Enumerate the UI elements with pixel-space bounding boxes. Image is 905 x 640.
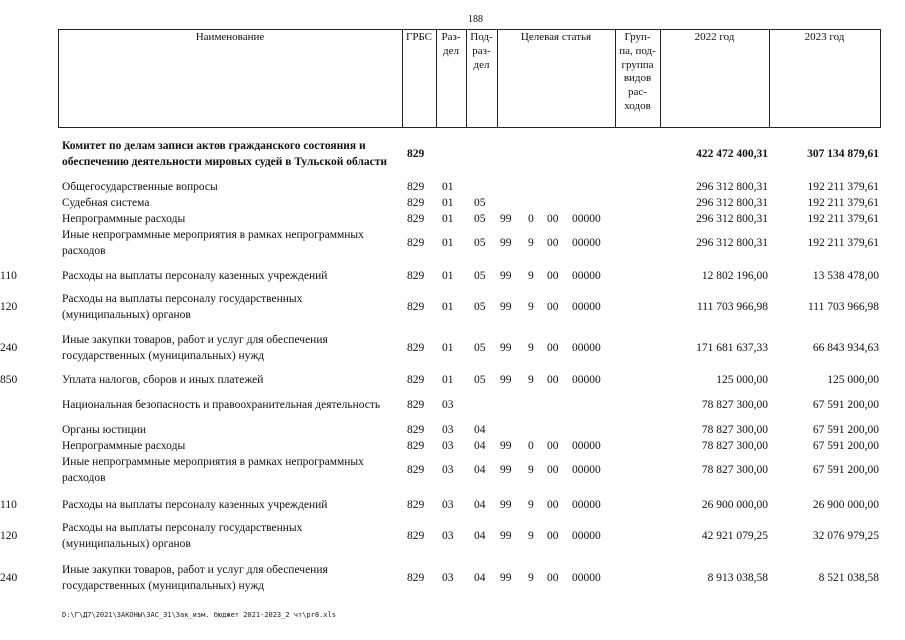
cell-cs3: 00 bbox=[547, 301, 559, 313]
cell-cs2 bbox=[528, 179, 540, 195]
cell-cs1: 99 bbox=[500, 374, 512, 386]
header-razdel: Раз- дел bbox=[441, 31, 461, 57]
cell-y2022: 78 827 300,00 bbox=[701, 464, 768, 476]
cell-cs3 bbox=[547, 195, 567, 211]
cell-y2023: 307 134 879,61 bbox=[807, 148, 879, 160]
cell-y2022: 78 827 300,00 bbox=[701, 440, 768, 452]
table-row bbox=[0, 389, 905, 421]
cell-y2023: 66 843 934,63 bbox=[812, 342, 879, 354]
cell-podrazdel: 04 bbox=[474, 440, 486, 452]
cell-y2023: 67 591 200,00 bbox=[812, 424, 879, 436]
cell-name: Иные непрограммные мероприятия в рамках непрограммных расходов bbox=[62, 456, 364, 484]
cell-cs1: 99 bbox=[500, 301, 512, 313]
cell-razdel bbox=[442, 130, 466, 178]
cell-group: 240 bbox=[0, 342, 18, 354]
cell-cs2: 9 bbox=[528, 270, 534, 282]
cell-grbs: 829 bbox=[407, 424, 425, 436]
cell-cs2: 0 bbox=[528, 440, 534, 452]
cell-grbs: 829 bbox=[407, 572, 425, 584]
cell-y2023: 192 211 379,61 bbox=[807, 197, 879, 209]
cell-y2023: 192 211 379,61 bbox=[807, 181, 879, 193]
cell-razdel: 01 bbox=[442, 197, 454, 209]
cell-podrazdel bbox=[474, 389, 500, 421]
cell-cs2: 9 bbox=[528, 374, 534, 386]
cell-cs1 bbox=[500, 389, 520, 421]
cell-grbs: 829 bbox=[407, 181, 425, 193]
cell-name: Непрограммные расходы bbox=[62, 440, 186, 452]
table-row bbox=[0, 195, 905, 211]
cell-y2023: 67 591 200,00 bbox=[812, 399, 879, 411]
cell-group: 110 bbox=[0, 270, 17, 282]
cell-razdel: 03 bbox=[442, 572, 454, 584]
cell-name: Общегосударственные вопросы bbox=[62, 181, 218, 193]
cell-cs2: 9 bbox=[528, 464, 534, 476]
cell-y2023: 125 000,00 bbox=[827, 374, 879, 386]
cell-cs1: 99 bbox=[500, 342, 512, 354]
cell-cs4: 00000 bbox=[572, 499, 601, 511]
cell-razdel: 01 bbox=[442, 270, 454, 282]
cell-grbs: 829 bbox=[407, 499, 425, 511]
cell-cs4: 00000 bbox=[572, 342, 601, 354]
cell-cs4: 00000 bbox=[572, 213, 601, 225]
cell-razdel: 01 bbox=[442, 181, 454, 193]
header-year-2023: 2023 год bbox=[804, 31, 845, 43]
cell-razdel: 01 bbox=[442, 342, 454, 354]
cell-cs3 bbox=[547, 130, 567, 178]
page-number: 188 bbox=[468, 14, 483, 25]
cell-cs3: 00 bbox=[547, 572, 559, 584]
cell-cs1: 99 bbox=[500, 440, 512, 452]
cell-razdel: 03 bbox=[442, 464, 454, 476]
table-row bbox=[0, 332, 905, 364]
cell-name: Органы юстиции bbox=[62, 424, 146, 436]
cell-razdel: 01 bbox=[442, 374, 454, 386]
cell-cs4 bbox=[572, 389, 612, 421]
cell-grbs: 829 bbox=[407, 342, 425, 354]
cell-razdel: 03 bbox=[442, 499, 454, 511]
cell-podrazdel: 05 bbox=[474, 237, 486, 249]
cell-grbs: 829 bbox=[407, 301, 425, 313]
header-podrazdel: Под- раз- дел bbox=[470, 31, 493, 71]
cell-y2023: 8 521 038,58 bbox=[818, 572, 879, 584]
cell-cs2: 9 bbox=[528, 342, 534, 354]
table-row bbox=[0, 179, 905, 195]
cell-cs2: 9 bbox=[528, 530, 534, 542]
cell-cs4: 00000 bbox=[572, 270, 601, 282]
cell-y2023: 67 591 200,00 bbox=[812, 440, 879, 452]
cell-podrazdel: 04 bbox=[474, 424, 486, 436]
file-path-footer: D:\Г\Д7\2021\ЗАКОНЫ\ЗАС_31\Зак_изм. бюджет 2021-2023_2 чт\pr8.xls bbox=[62, 611, 336, 619]
cell-razdel: 01 bbox=[442, 237, 454, 249]
cell-y2022: 8 913 038,58 bbox=[707, 572, 768, 584]
cell-podrazdel: 04 bbox=[474, 464, 486, 476]
table-row bbox=[0, 561, 905, 595]
cell-cs3 bbox=[547, 389, 567, 421]
cell-grbs: 829 bbox=[407, 399, 425, 411]
table-row bbox=[0, 291, 905, 323]
cell-cs2 bbox=[528, 389, 540, 421]
cell-name: Судебная система bbox=[62, 197, 150, 209]
cell-y2022: 26 900 000,00 bbox=[701, 499, 768, 511]
cell-cs3 bbox=[547, 179, 567, 195]
cell-grbs: 829 bbox=[407, 374, 425, 386]
table-row bbox=[0, 260, 905, 292]
cell-cs2: 9 bbox=[528, 499, 534, 511]
cell-name: Иные закупки товаров, работ и услуг для обеспечения государственных (муниципальных) нужд bbox=[62, 334, 328, 362]
cell-razdel: 01 bbox=[442, 213, 454, 225]
cell-name: Уплата налогов, сборов и иных платежей bbox=[62, 374, 264, 386]
table-row bbox=[0, 520, 905, 552]
cell-group: 120 bbox=[0, 530, 18, 542]
cell-y2022: 422 472 400,31 bbox=[696, 148, 768, 160]
table-row bbox=[0, 454, 905, 486]
cell-y2023: 192 211 379,61 bbox=[807, 213, 879, 225]
cell-cs4: 00000 bbox=[572, 237, 601, 249]
cell-razdel: 01 bbox=[442, 301, 454, 313]
cell-cs1: 99 bbox=[500, 237, 512, 249]
cell-cs3: 00 bbox=[547, 499, 559, 511]
cell-name: Расходы на выплаты персоналу государственных (муниципальных) органов bbox=[62, 522, 303, 550]
cell-cs2: 9 bbox=[528, 301, 534, 313]
cell-y2022: 78 827 300,00 bbox=[701, 424, 768, 436]
cell-y2023: 26 900 000,00 bbox=[812, 499, 879, 511]
header-grbs: ГРБС bbox=[405, 31, 433, 43]
cell-grbs: 829 bbox=[407, 270, 425, 282]
table-row bbox=[0, 422, 905, 438]
cell-cs3: 00 bbox=[547, 237, 559, 249]
cell-cs3: 00 bbox=[547, 213, 559, 225]
cell-cs2 bbox=[528, 195, 540, 211]
cell-cs4: 00000 bbox=[572, 440, 601, 452]
cell-cs1: 99 bbox=[500, 270, 512, 282]
cell-y2023: 111 703 966,98 bbox=[807, 301, 879, 313]
cell-cs4: 00000 bbox=[572, 374, 601, 386]
cell-name: Непрограммные расходы bbox=[62, 213, 186, 225]
cell-group: 850 bbox=[0, 374, 18, 386]
cell-cs3: 00 bbox=[547, 342, 559, 354]
cell-y2022: 296 312 800,31 bbox=[696, 213, 768, 225]
cell-cs3: 00 bbox=[547, 530, 559, 542]
table-row bbox=[0, 211, 905, 227]
cell-y2022: 42 921 079,25 bbox=[701, 530, 768, 542]
cell-y2022: 171 681 637,33 bbox=[696, 342, 768, 354]
cell-cs1: 99 bbox=[500, 213, 512, 225]
cell-cs2: 0 bbox=[528, 213, 534, 225]
cell-cs1: 99 bbox=[500, 572, 512, 584]
table-row bbox=[0, 438, 905, 454]
cell-cs3: 00 bbox=[547, 440, 559, 452]
cell-podrazdel bbox=[474, 179, 500, 195]
cell-name: Национальная безопасность и правоохранительная деятельность bbox=[62, 399, 381, 411]
cell-cs1 bbox=[500, 422, 520, 438]
cell-podrazdel: 04 bbox=[474, 499, 486, 511]
cell-y2022: 296 312 800,31 bbox=[696, 237, 768, 249]
cell-group: 110 bbox=[0, 499, 17, 511]
cell-y2022: 296 312 800,31 bbox=[696, 181, 768, 193]
cell-cs1: 99 bbox=[500, 499, 512, 511]
cell-cs2 bbox=[528, 130, 540, 178]
cell-group: 120 bbox=[0, 301, 18, 313]
cell-cs3: 00 bbox=[547, 464, 559, 476]
header-target-article: Целевая статья bbox=[520, 31, 592, 43]
cell-razdel: 03 bbox=[442, 440, 454, 452]
cell-name: Иные непрограммные мероприятия в рамках непрограммных расходов bbox=[62, 229, 364, 257]
cell-grbs: 829 bbox=[407, 464, 425, 476]
header-expense-group: Груп- па, под- группа видов рас- ходов bbox=[619, 31, 656, 112]
cell-razdel: 03 bbox=[442, 424, 454, 436]
cell-cs1 bbox=[500, 130, 520, 178]
table-row bbox=[0, 130, 905, 178]
cell-grbs: 829 bbox=[407, 213, 425, 225]
cell-cs2: 9 bbox=[528, 237, 534, 249]
cell-podrazdel: 04 bbox=[474, 530, 486, 542]
cell-cs2 bbox=[528, 422, 540, 438]
table-row bbox=[0, 489, 905, 521]
cell-name: Расходы на выплаты персоналу казенных учреждений bbox=[62, 270, 328, 282]
cell-cs1: 99 bbox=[500, 530, 512, 542]
cell-cs1 bbox=[500, 195, 520, 211]
cell-razdel: 03 bbox=[442, 530, 454, 542]
cell-podrazdel: 05 bbox=[474, 270, 486, 282]
cell-y2022: 12 802 196,00 bbox=[701, 270, 768, 282]
cell-cs4 bbox=[572, 195, 612, 211]
cell-cs4 bbox=[572, 422, 612, 438]
cell-cs2: 9 bbox=[528, 572, 534, 584]
cell-grbs: 829 bbox=[407, 440, 425, 452]
cell-name: Иные закупки товаров, работ и услуг для обеспечения государственных (муниципальных) нужд bbox=[62, 564, 328, 592]
cell-razdel: 03 bbox=[442, 399, 454, 411]
cell-y2023: 67 591 200,00 bbox=[812, 464, 879, 476]
cell-podrazdel: 05 bbox=[474, 197, 486, 209]
cell-grbs: 829 bbox=[407, 148, 425, 160]
cell-name: Расходы на выплаты персоналу казенных учреждений bbox=[62, 499, 328, 511]
cell-cs4: 00000 bbox=[572, 530, 601, 542]
cell-cs4 bbox=[572, 130, 612, 178]
cell-cs1 bbox=[500, 179, 520, 195]
cell-grbs: 829 bbox=[407, 197, 425, 209]
cell-y2022: 78 827 300,00 bbox=[701, 399, 768, 411]
table-row bbox=[0, 372, 905, 388]
cell-podrazdel: 05 bbox=[474, 301, 486, 313]
cell-grbs: 829 bbox=[407, 530, 425, 542]
cell-y2022: 296 312 800,31 bbox=[696, 197, 768, 209]
cell-podrazdel: 05 bbox=[474, 213, 486, 225]
cell-grbs: 829 bbox=[407, 237, 425, 249]
cell-podrazdel: 05 bbox=[474, 374, 486, 386]
cell-cs3: 00 bbox=[547, 374, 559, 386]
cell-podrazdel: 05 bbox=[474, 342, 486, 354]
cell-name: Расходы на выплаты персоналу государственных (муниципальных) органов bbox=[62, 293, 303, 321]
table-row bbox=[0, 227, 905, 259]
cell-podrazdel bbox=[474, 130, 500, 178]
cell-cs4 bbox=[572, 179, 612, 195]
cell-name: Комитет по делам записи актов гражданского состояния и обеспечению деятельности мировых судей в Тульской области bbox=[62, 140, 388, 168]
cell-cs4: 00000 bbox=[572, 572, 601, 584]
cell-group: 240 bbox=[0, 572, 18, 584]
cell-y2022: 125 000,00 bbox=[716, 374, 768, 386]
cell-y2023: 32 076 979,25 bbox=[812, 530, 879, 542]
cell-cs1: 99 bbox=[500, 464, 512, 476]
cell-y2023: 192 211 379,61 bbox=[807, 237, 879, 249]
cell-cs3 bbox=[547, 422, 567, 438]
cell-cs3: 00 bbox=[547, 270, 559, 282]
header-name: Наименование bbox=[195, 31, 265, 43]
cell-cs4: 00000 bbox=[572, 301, 601, 313]
cell-y2022: 111 703 966,98 bbox=[696, 301, 768, 313]
cell-y2023: 13 538 478,00 bbox=[812, 270, 879, 282]
header-year-2022: 2022 год bbox=[694, 31, 735, 43]
cell-cs4: 00000 bbox=[572, 464, 601, 476]
cell-podrazdel: 04 bbox=[474, 572, 486, 584]
